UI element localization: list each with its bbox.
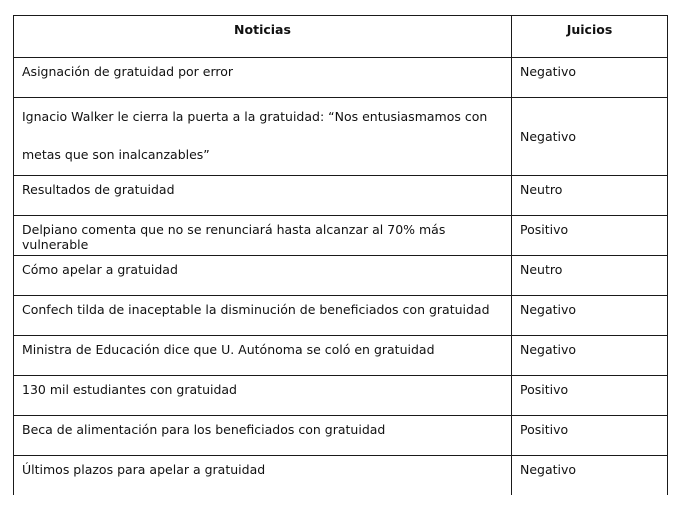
judgment-cell: Positivo bbox=[512, 376, 668, 416]
judgment-cell: Negativo bbox=[512, 98, 668, 176]
header-noticias: Noticias bbox=[14, 16, 512, 58]
news-cell: Cómo apelar a gratuidad bbox=[14, 256, 512, 296]
news-cell: Ministra de Educación dice que U. Autónoma se coló en gratuidad bbox=[14, 336, 512, 376]
news-cell: Resultados de gratuidad bbox=[14, 176, 512, 216]
news-cell: Confech tilda de inaceptable la disminución de beneficiados con gratuidad bbox=[14, 296, 512, 336]
table-row bbox=[14, 98, 668, 176]
table-row bbox=[14, 176, 668, 216]
header-juicios: Juicios bbox=[512, 16, 668, 58]
table-row bbox=[14, 336, 668, 376]
table-row bbox=[14, 256, 668, 296]
judgment-cell: Neutro bbox=[512, 256, 668, 296]
judgment-cell: Positivo bbox=[512, 216, 668, 256]
judgment-cell: Negativo bbox=[512, 456, 668, 495]
table-row bbox=[14, 456, 668, 495]
table-row bbox=[14, 296, 668, 336]
table-row bbox=[14, 216, 668, 256]
judgment-cell: Positivo bbox=[512, 416, 668, 456]
table-row bbox=[14, 58, 668, 98]
news-cell: Últimos plazos para apelar a gratuidad bbox=[14, 456, 512, 495]
judgment-cell: Negativo bbox=[512, 296, 668, 336]
news-judgment-table bbox=[13, 15, 668, 495]
judgment-cell: Neutro bbox=[512, 176, 668, 216]
table-row bbox=[14, 376, 668, 416]
header-row bbox=[14, 16, 668, 58]
table-row bbox=[14, 416, 668, 456]
judgment-cell: Negativo bbox=[512, 336, 668, 376]
news-cell: Beca de alimentación para los beneficiados con gratuidad bbox=[14, 416, 512, 456]
news-cell: 130 mil estudiantes con gratuidad bbox=[14, 376, 512, 416]
news-cell: Ignacio Walker le cierra la puerta a la gratuidad: “Nos entusiasmamos con metas que son inalcanzables” bbox=[14, 98, 512, 176]
judgment-cell: Negativo bbox=[512, 58, 668, 98]
news-cell: Asignación de gratuidad por error bbox=[14, 58, 512, 98]
news-cell: Delpiano comenta que no se renunciará hasta alcanzar al 70% más vulnerable bbox=[14, 216, 512, 256]
